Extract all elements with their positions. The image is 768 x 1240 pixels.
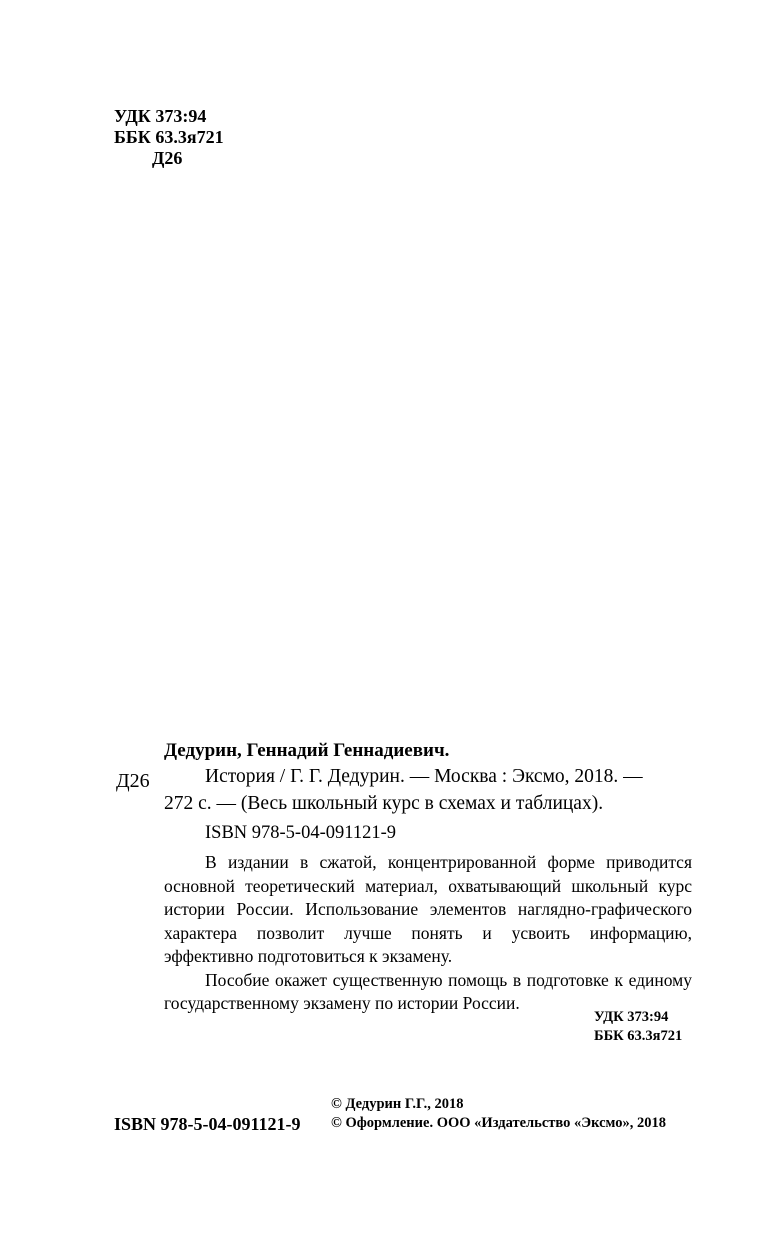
udk-code: УДК 373:94 xyxy=(114,106,207,126)
title-line-2: 272 с. — (Весь школьный курс в схемах и таблицах). xyxy=(164,793,604,814)
copyright-design: © Оформление. ООО «Издательство «Эксмо», 2018 xyxy=(331,1115,666,1131)
cutter-code: Д26 xyxy=(152,148,183,168)
annotation-paragraph-1: В издании в сжатой, концентрированной форме приводится основной теоретический материал, охватывающий школьный курс истории России. Использование элементов наглядно-графического характера позволит лучше понять и усвоить информацию, эффективно подготовиться к экзамену. xyxy=(164,852,692,966)
bottom-classification-codes xyxy=(594,1008,682,1046)
copyright-author: © Дедурин Г.Г., 2018 xyxy=(331,1096,464,1112)
annotation-paragraph-2: Пособие окажет существенную помощь в подготовке к единому государственному экзамену по истории России. xyxy=(164,969,692,1013)
footer-udk-code: УДК 373:94 xyxy=(594,1009,669,1025)
title-line-1: История / Г. Г. Дедурин. — Москва : Эксмо, 2018. — xyxy=(205,766,643,787)
bbk-code: ББК 63.3я721 xyxy=(114,127,224,147)
top-classification-codes xyxy=(114,106,224,169)
annotation xyxy=(164,851,692,1016)
footer-bbk-code: ББК 63.3я721 xyxy=(594,1028,683,1044)
entry-isbn: ISBN 978-5-04-091121-9 xyxy=(205,823,396,843)
author-heading: Дедурин, Геннадий Геннадиевич. xyxy=(164,740,450,761)
cutter-mark: Д26 xyxy=(116,770,150,792)
imprint-isbn: ISBN 978-5-04-091121-9 xyxy=(114,1114,301,1134)
